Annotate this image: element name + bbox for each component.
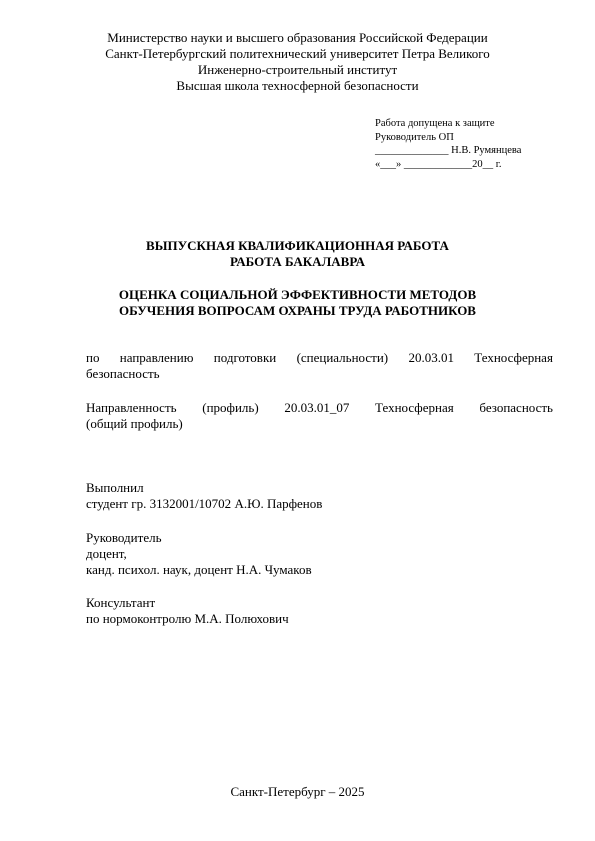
direction-word: направлению <box>119 350 194 365</box>
consultant-block <box>86 595 556 627</box>
profile-word: Техносферная <box>375 400 454 415</box>
direction-word: 20.03.01 <box>408 350 454 365</box>
approval-admitted: Работа допущена к защите <box>375 118 495 129</box>
approval-date-line: «___» _____________20__ г. <box>375 158 502 170</box>
direction-word: (специальности) <box>296 350 389 365</box>
topic-title <box>0 287 595 319</box>
performer-block <box>86 480 556 512</box>
approval-signature-line: ______________ Н.В. Румянцева <box>375 145 522 156</box>
supervisor-name: Н.А. Чумаков <box>236 562 312 577</box>
supervisor-position: доцент, <box>86 546 127 561</box>
profile-word: (профиль) <box>202 400 259 415</box>
profile-word: Направленность <box>86 400 177 415</box>
city-year: Санкт-Петербург – 2025 <box>230 784 365 799</box>
work-type-title <box>0 238 595 270</box>
direction-paragraph <box>86 350 553 382</box>
topic-line1: ОЦЕНКА СОЦИАЛЬНОЙ ЭФФЕКТИВНОСТИ МЕТОДОВ <box>118 287 477 302</box>
consultant-name: М.А. Полюхович <box>194 611 289 626</box>
supervisor-degree: канд. психол. наук, доцент <box>86 562 233 577</box>
approval-head-role: Руководитель ОП <box>375 131 454 143</box>
direction-word: Техносферная <box>474 350 553 365</box>
direction-line2: безопасность <box>86 366 160 381</box>
direction-word: подготовки <box>213 350 277 365</box>
profile-word: 20.03.01_07 <box>284 400 350 415</box>
supervisor-row <box>86 562 556 578</box>
performer-name: А.Ю. Парфенов <box>234 496 323 511</box>
profile-line2: (общий профиль) <box>86 416 183 431</box>
institution-header <box>0 30 595 94</box>
institute-line: Инженерно-строительный институт <box>197 62 398 77</box>
university-line: Санкт-Петербургский политехнический университет Петра Великого <box>105 46 490 61</box>
topic-line2: ОБУЧЕНИЯ ВОПРОСАМ ОХРАНЫ ТРУДА РАБОТНИКОВ <box>119 303 476 318</box>
profile-line1 <box>86 400 553 416</box>
consultant-row <box>86 611 556 627</box>
supervisor-block <box>86 530 556 578</box>
performer-role: Выполнил <box>86 480 144 495</box>
work-type-line1: ВЫПУСКНАЯ КВАЛИФИКАЦИОННАЯ РАБОТА <box>146 238 449 253</box>
performer-row <box>86 496 556 512</box>
ministry-line: Министерство науки и высшего образования Российской Федерации <box>107 30 488 45</box>
school-line: Высшая школа техносферной безопасности <box>176 78 419 93</box>
performer-detail: студент гр. 3132001/10702 <box>86 496 232 511</box>
direction-line1 <box>86 350 553 366</box>
approval-block <box>375 117 521 171</box>
consultant-detail: по нормоконтролю <box>86 611 192 626</box>
profile-word: безопасность <box>479 400 553 415</box>
consultant-role: Консультант <box>86 595 156 610</box>
direction-word: по <box>86 350 100 365</box>
work-type-line2: РАБОТА БАКАЛАВРА <box>230 254 365 269</box>
supervisor-role: Руководитель <box>86 530 162 545</box>
profile-paragraph <box>86 400 553 432</box>
